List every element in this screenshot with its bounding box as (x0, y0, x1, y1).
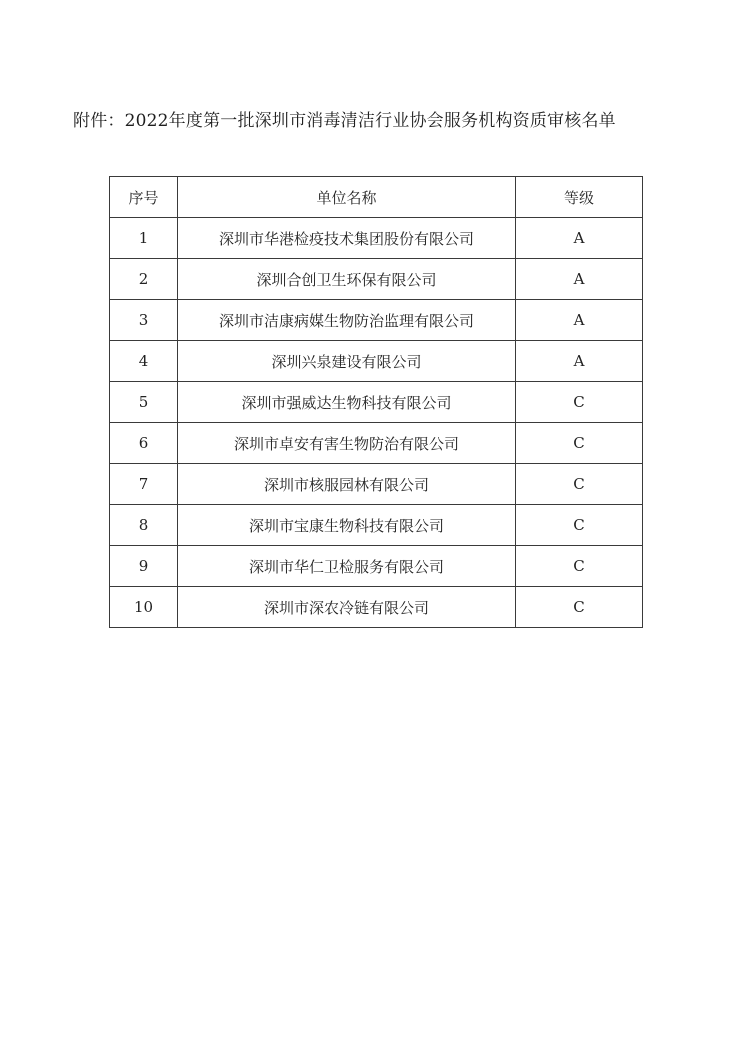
cell-name: 深圳合创卫生环保有限公司 (178, 259, 516, 300)
cell-grade: C (516, 587, 643, 628)
table-row (110, 546, 643, 587)
table-header-row (110, 177, 643, 218)
cell-name: 深圳市华仁卫检服务有限公司 (178, 546, 516, 587)
cell-grade: C (516, 505, 643, 546)
cell-no: 9 (110, 546, 178, 587)
cell-no: 1 (110, 218, 178, 259)
table-row (110, 300, 643, 341)
cell-name: 深圳市核服园林有限公司 (178, 464, 516, 505)
cell-grade: A (516, 300, 643, 341)
cell-no: 2 (110, 259, 178, 300)
cell-name: 深圳市卓安有害生物防治有限公司 (178, 423, 516, 464)
table-row (110, 341, 643, 382)
cell-grade: C (516, 464, 643, 505)
cell-grade: C (516, 382, 643, 423)
cell-no: 4 (110, 341, 178, 382)
cell-grade: C (516, 546, 643, 587)
table-row (110, 423, 643, 464)
table-row (110, 218, 643, 259)
cell-grade: A (516, 218, 643, 259)
table-row (110, 382, 643, 423)
cell-name: 深圳市强威达生物科技有限公司 (178, 382, 516, 423)
cell-no: 5 (110, 382, 178, 423)
cell-no: 8 (110, 505, 178, 546)
cell-no: 3 (110, 300, 178, 341)
cell-grade: C (516, 423, 643, 464)
cell-no: 6 (110, 423, 178, 464)
cell-name: 深圳市华港检疫技术集团股份有限公司 (178, 218, 516, 259)
table-row (110, 464, 643, 505)
cell-name: 深圳兴泉建设有限公司 (178, 341, 516, 382)
header-grade: 等级 (516, 177, 643, 218)
table-row (110, 587, 643, 628)
table-row (110, 505, 643, 546)
cell-no: 10 (110, 587, 178, 628)
cell-grade: A (516, 259, 643, 300)
cell-grade: A (516, 341, 643, 382)
header-name: 单位名称 (178, 177, 516, 218)
cell-name: 深圳市洁康病媒生物防治监理有限公司 (178, 300, 516, 341)
qualification-table (109, 176, 643, 628)
header-no: 序号 (110, 177, 178, 218)
cell-name: 深圳市宝康生物科技有限公司 (178, 505, 516, 546)
cell-no: 7 (110, 464, 178, 505)
document-title: 附件：2022年度第一批深圳市消毒清洁行业协会服务机构资质审核名单 (73, 111, 616, 131)
cell-name: 深圳市深农冷链有限公司 (178, 587, 516, 628)
table-row (110, 259, 643, 300)
